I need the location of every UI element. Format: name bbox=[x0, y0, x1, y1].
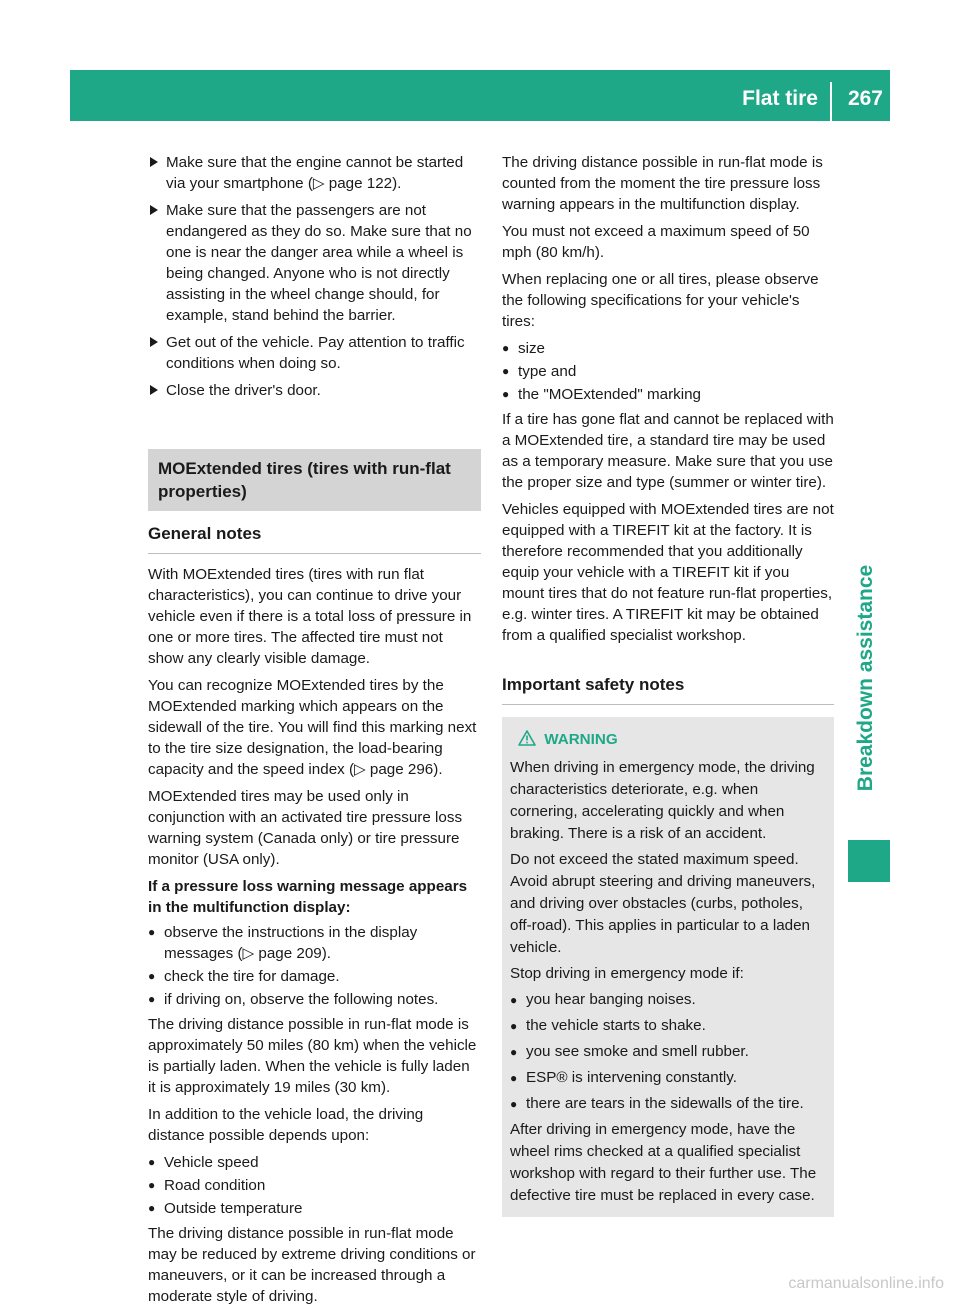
list-item bbox=[510, 989, 826, 1011]
paragraph: The driving distance possible in run-flat mode is approximately 50 miles (80 km) when the vehicle is partially laden. When the vehicle is fully laden it is approximately 19 miles (30 km). bbox=[148, 1016, 477, 1096]
bullet-icon: ● bbox=[502, 387, 510, 401]
list-item bbox=[148, 1198, 481, 1219]
step-item: Close the driver's door. bbox=[148, 380, 481, 401]
paragraph: You must not exceed a maximum speed of 50 mph (80 km/h). bbox=[502, 223, 810, 261]
header-bar bbox=[70, 70, 890, 121]
paragraph: If a tire has gone flat and cannot be replaced with a MOExtended tire, a standard tire may be used as a temporary measure. Make sure that you use the proper size and type (summer or winter tire). bbox=[502, 411, 834, 491]
warning-paragraph: Do not exceed the stated maximum speed. Avoid abrupt steering and driving maneuvers, and driving over obstacles (curbs, potholes, off-road). This applies in particular to a laden vehicle. bbox=[510, 851, 816, 956]
list-item bbox=[502, 361, 834, 382]
list-item-text: Road condition bbox=[164, 1177, 266, 1194]
step-item: Make sure that the passengers are not endangered as they do so. Make sure that no one is near the danger area while a wheel is being changed. Anyone who is not directly assisting in the wheel change should, for example, stand behind the barrier. bbox=[148, 200, 481, 326]
bullet-icon: ● bbox=[502, 341, 510, 355]
header-divider bbox=[830, 82, 832, 121]
list-item-text: you hear banging noises. bbox=[526, 991, 696, 1008]
page-number: 267 bbox=[847, 87, 883, 110]
list-item-text: the "MOExtended" marking bbox=[518, 386, 701, 403]
bullet-icon: ● bbox=[148, 925, 156, 939]
list-item bbox=[148, 1175, 481, 1196]
list-item-text: Vehicle speed bbox=[164, 1154, 259, 1171]
watermark: carmanualsonline.info bbox=[788, 1275, 944, 1292]
warning-box bbox=[502, 717, 834, 1217]
bullet-icon: ● bbox=[148, 1155, 156, 1169]
bullet-icon: ● bbox=[148, 969, 156, 983]
list-item bbox=[510, 1067, 826, 1089]
bullet-icon: ● bbox=[148, 1178, 156, 1192]
paragraph: The driving distance possible in run-flat mode is counted from the moment the tire pressure loss warning appears in the multifunction display. bbox=[502, 154, 823, 213]
side-tab-marker bbox=[848, 840, 890, 882]
warning-triangle-icon bbox=[518, 730, 536, 746]
paragraph: With MOExtended tires (tires with run flat characteristics), you can continue to drive your vehicle even if there is a total loss of pressure in one or more tires. The affected tire must not show any clearly visible damage. bbox=[148, 566, 472, 667]
warning-paragraph: Stop driving in emergency mode if: bbox=[510, 965, 744, 982]
bullet-icon: ● bbox=[510, 1097, 518, 1111]
list-item bbox=[148, 966, 481, 987]
bullet-icon: ● bbox=[510, 1019, 518, 1033]
list-item-text: there are tears in the sidewalls of the tire. bbox=[526, 1095, 804, 1112]
list-item-text: ESP® is intervening constantly. bbox=[526, 1069, 737, 1086]
warning-heading bbox=[510, 729, 826, 751]
left-column bbox=[148, 152, 481, 1313]
bullet-icon: ● bbox=[148, 1201, 156, 1215]
paragraph: MOExtended tires may be used only in conjunction with an activated tire pressure loss warning system (Canada only) or tire pressure monitor (USA only). bbox=[148, 788, 463, 868]
side-tab bbox=[842, 538, 890, 818]
side-tab-label: Breakdown assistance bbox=[854, 564, 877, 792]
step-item: Get out of the vehicle. Pay attention to traffic conditions when doing so. bbox=[148, 332, 481, 374]
list-item-text: check the tire for damage. bbox=[164, 968, 340, 985]
list-item-text: the vehicle starts to shake. bbox=[526, 1017, 706, 1034]
subhead-safety-notes: Important safety notes bbox=[502, 674, 834, 705]
list-item bbox=[502, 338, 834, 359]
chapter-title: Flat tire bbox=[742, 87, 818, 110]
bullet-icon: ● bbox=[510, 1045, 518, 1059]
step-item: Make sure that the engine cannot be started via your smartphone (▷ page 122). bbox=[148, 152, 481, 194]
list-item bbox=[510, 1041, 826, 1063]
right-column bbox=[502, 152, 834, 1217]
paragraph: When replacing one or all tires, please observe the following specifications for your vehicle's tires: bbox=[502, 271, 819, 330]
list-item-text: type and bbox=[518, 363, 577, 380]
list-item-text: Outside temperature bbox=[164, 1200, 303, 1217]
paragraph: Vehicles equipped with MOExtended tires are not equipped with a TIREFIT kit at the factory. It is therefore recommended that you additionally equip your vehicle with a TIREFIT kit if you mount tires that do not feature run-flat properties, e.g. winter tires. A TIREFIT kit may be obtained from a qualified specialist workshop. bbox=[502, 501, 834, 644]
list-item-text: observe the instructions in the display messages (▷ page 209). bbox=[164, 924, 418, 962]
paragraph: You can recognize MOExtended tires by the MOExtended marking which appears on the sidewall of the tire. You will find this marking next to the tire size designation, the load-bearing capacity and the speed index (▷ page 296). bbox=[148, 677, 477, 778]
list-item bbox=[148, 1152, 481, 1173]
section-title: MOExtended tires (tires with run-flat properties) bbox=[148, 449, 481, 511]
list-item-text: you see smoke and smell rubber. bbox=[526, 1043, 749, 1060]
paragraph: In addition to the vehicle load, the driving distance possible depends upon: bbox=[148, 1106, 424, 1144]
list-item bbox=[510, 1093, 826, 1115]
bullet-icon: ● bbox=[510, 1071, 518, 1085]
warning-label: WARNING bbox=[544, 731, 618, 748]
list-item-text: if driving on, observe the following notes. bbox=[164, 991, 439, 1008]
warning-paragraph: When driving in emergency mode, the driving characteristics deteriorate, e.g. when cornering, accelerating quickly and when braking. There is a risk of an accident. bbox=[510, 759, 815, 842]
subhead-general-notes: General notes bbox=[148, 523, 481, 554]
list-item-text: size bbox=[518, 340, 546, 357]
bullet-icon: ● bbox=[510, 993, 518, 1007]
list-item bbox=[148, 989, 481, 1010]
paragraph: The driving distance possible in run-flat mode may be reduced by extreme driving conditions or maneuvers, or it can be increased through a moderate style of driving. bbox=[148, 1225, 476, 1305]
bullet-icon: ● bbox=[502, 364, 510, 378]
bold-instruction: If a pressure loss warning message appears in the multifunction display: bbox=[148, 878, 468, 916]
warning-paragraph: After driving in emergency mode, have the wheel rims checked at a qualified specialist workshop with regard to their further use. The defective tire must be replaced in every case. bbox=[510, 1121, 817, 1204]
list-item bbox=[502, 384, 834, 405]
list-item bbox=[148, 922, 481, 964]
list-item bbox=[510, 1015, 826, 1037]
bullet-icon: ● bbox=[148, 992, 156, 1006]
